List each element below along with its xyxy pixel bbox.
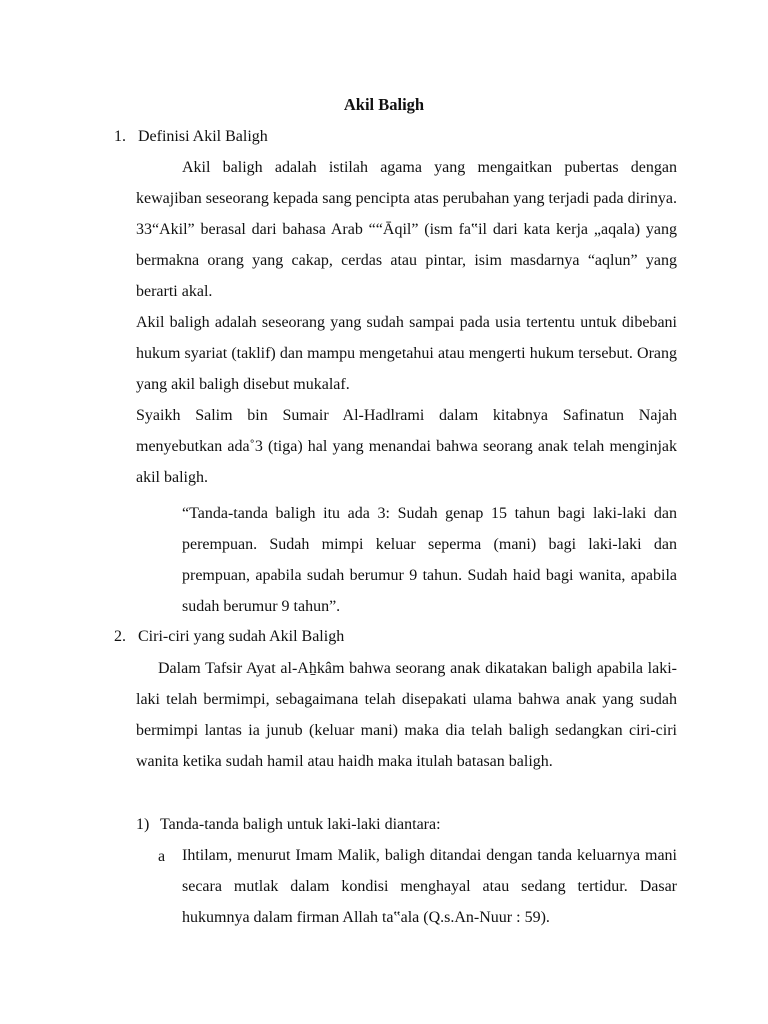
- section-1-quote: “Tanda-tanda baligh itu ada 3: Sudah genap 15 tahun bagi laki-laki dan perempuan. Sudah mimpi keluar seperma (mani) bagi laki-laki dan prempuan, apabila sudah berumur 9 tahun. Sudah haid bagi wanita, apabila sudah berumur 9 tahun”.: [182, 505, 677, 615]
- section-2-title: Ciri-ciri yang sudah Akil Baligh: [138, 628, 345, 645]
- section-1-heading: [114, 128, 268, 146]
- section-1-number: 1.: [114, 128, 126, 145]
- list-item-a-text: [182, 840, 677, 933]
- section-2-number: 2.: [114, 628, 126, 645]
- subsection-1-title: Tanda-tanda baligh untuk laki-laki diantara:: [160, 816, 441, 833]
- list-item-a-paragraph: Ihtilam, menurut Imam Malik, baligh ditandai dengan tanda keluarnya mani secara mutlak dalam kondisi menghayal atau sedang tertidur. Dasar hukumnya dalam firman Allah ta‟ala (Q.s.An-Nuur : 59).: [182, 847, 677, 926]
- section-2-paragraph-1: Dalam Tafsir Ayat al-Aẖkâm bahwa seorang anak dikatakan baligh apabila laki-laki telah bermimpi, sebagaimana telah disepakati ulama bahwa anak yang sudah bermimpi lantas ia junub (keluar mani) maka dia telah baligh sedangkan ciri-ciri wanita ketika sudah hamil atau haidh maka itulah batasan baligh.: [136, 660, 677, 770]
- section-2-heading: [114, 628, 344, 646]
- subsection-1-heading: [136, 816, 441, 834]
- section-1-paragraph-3: Syaikh Salim bin Sumair Al-Hadlrami dalam kitabnya Safinatun Najah menyebutkan ada˚3 (tiga) hal yang menandai bahwa seorang anak telah menginjak akil baligh.: [136, 407, 677, 486]
- list-item-a-letter: a: [158, 848, 166, 865]
- subsection-1-number: 1): [136, 816, 150, 833]
- section-2-body: [136, 653, 677, 777]
- section-1-body: [136, 152, 677, 493]
- section-1-title: Definisi Akil Baligh: [138, 128, 268, 145]
- section-1-paragraph-1: Akil baligh adalah istilah agama yang mengaitkan pubertas dengan kewajiban seseorang kepada sang pencipta atas perubahan yang terjadi pada dirinya. 33“Akil” berasal dari bahasa Arab ““Ᾱqil” (ism fa‟il dari kata kerja „aqala) yang bermakna orang yang cakap, cerdas atau pintar, isim masdarnya “aqlun” yang berarti akal.: [136, 159, 677, 300]
- section-1-paragraph-2: Akil baligh adalah seseorang yang sudah sampai pada usia tertentu untuk dibebani hukum syariat (taklif) dan mampu mengetahui atau mengerti hukum tersebut. Orang yang akil baligh disebut mukalaf.: [136, 314, 677, 393]
- document-title: Akil Baligh: [343, 95, 425, 114]
